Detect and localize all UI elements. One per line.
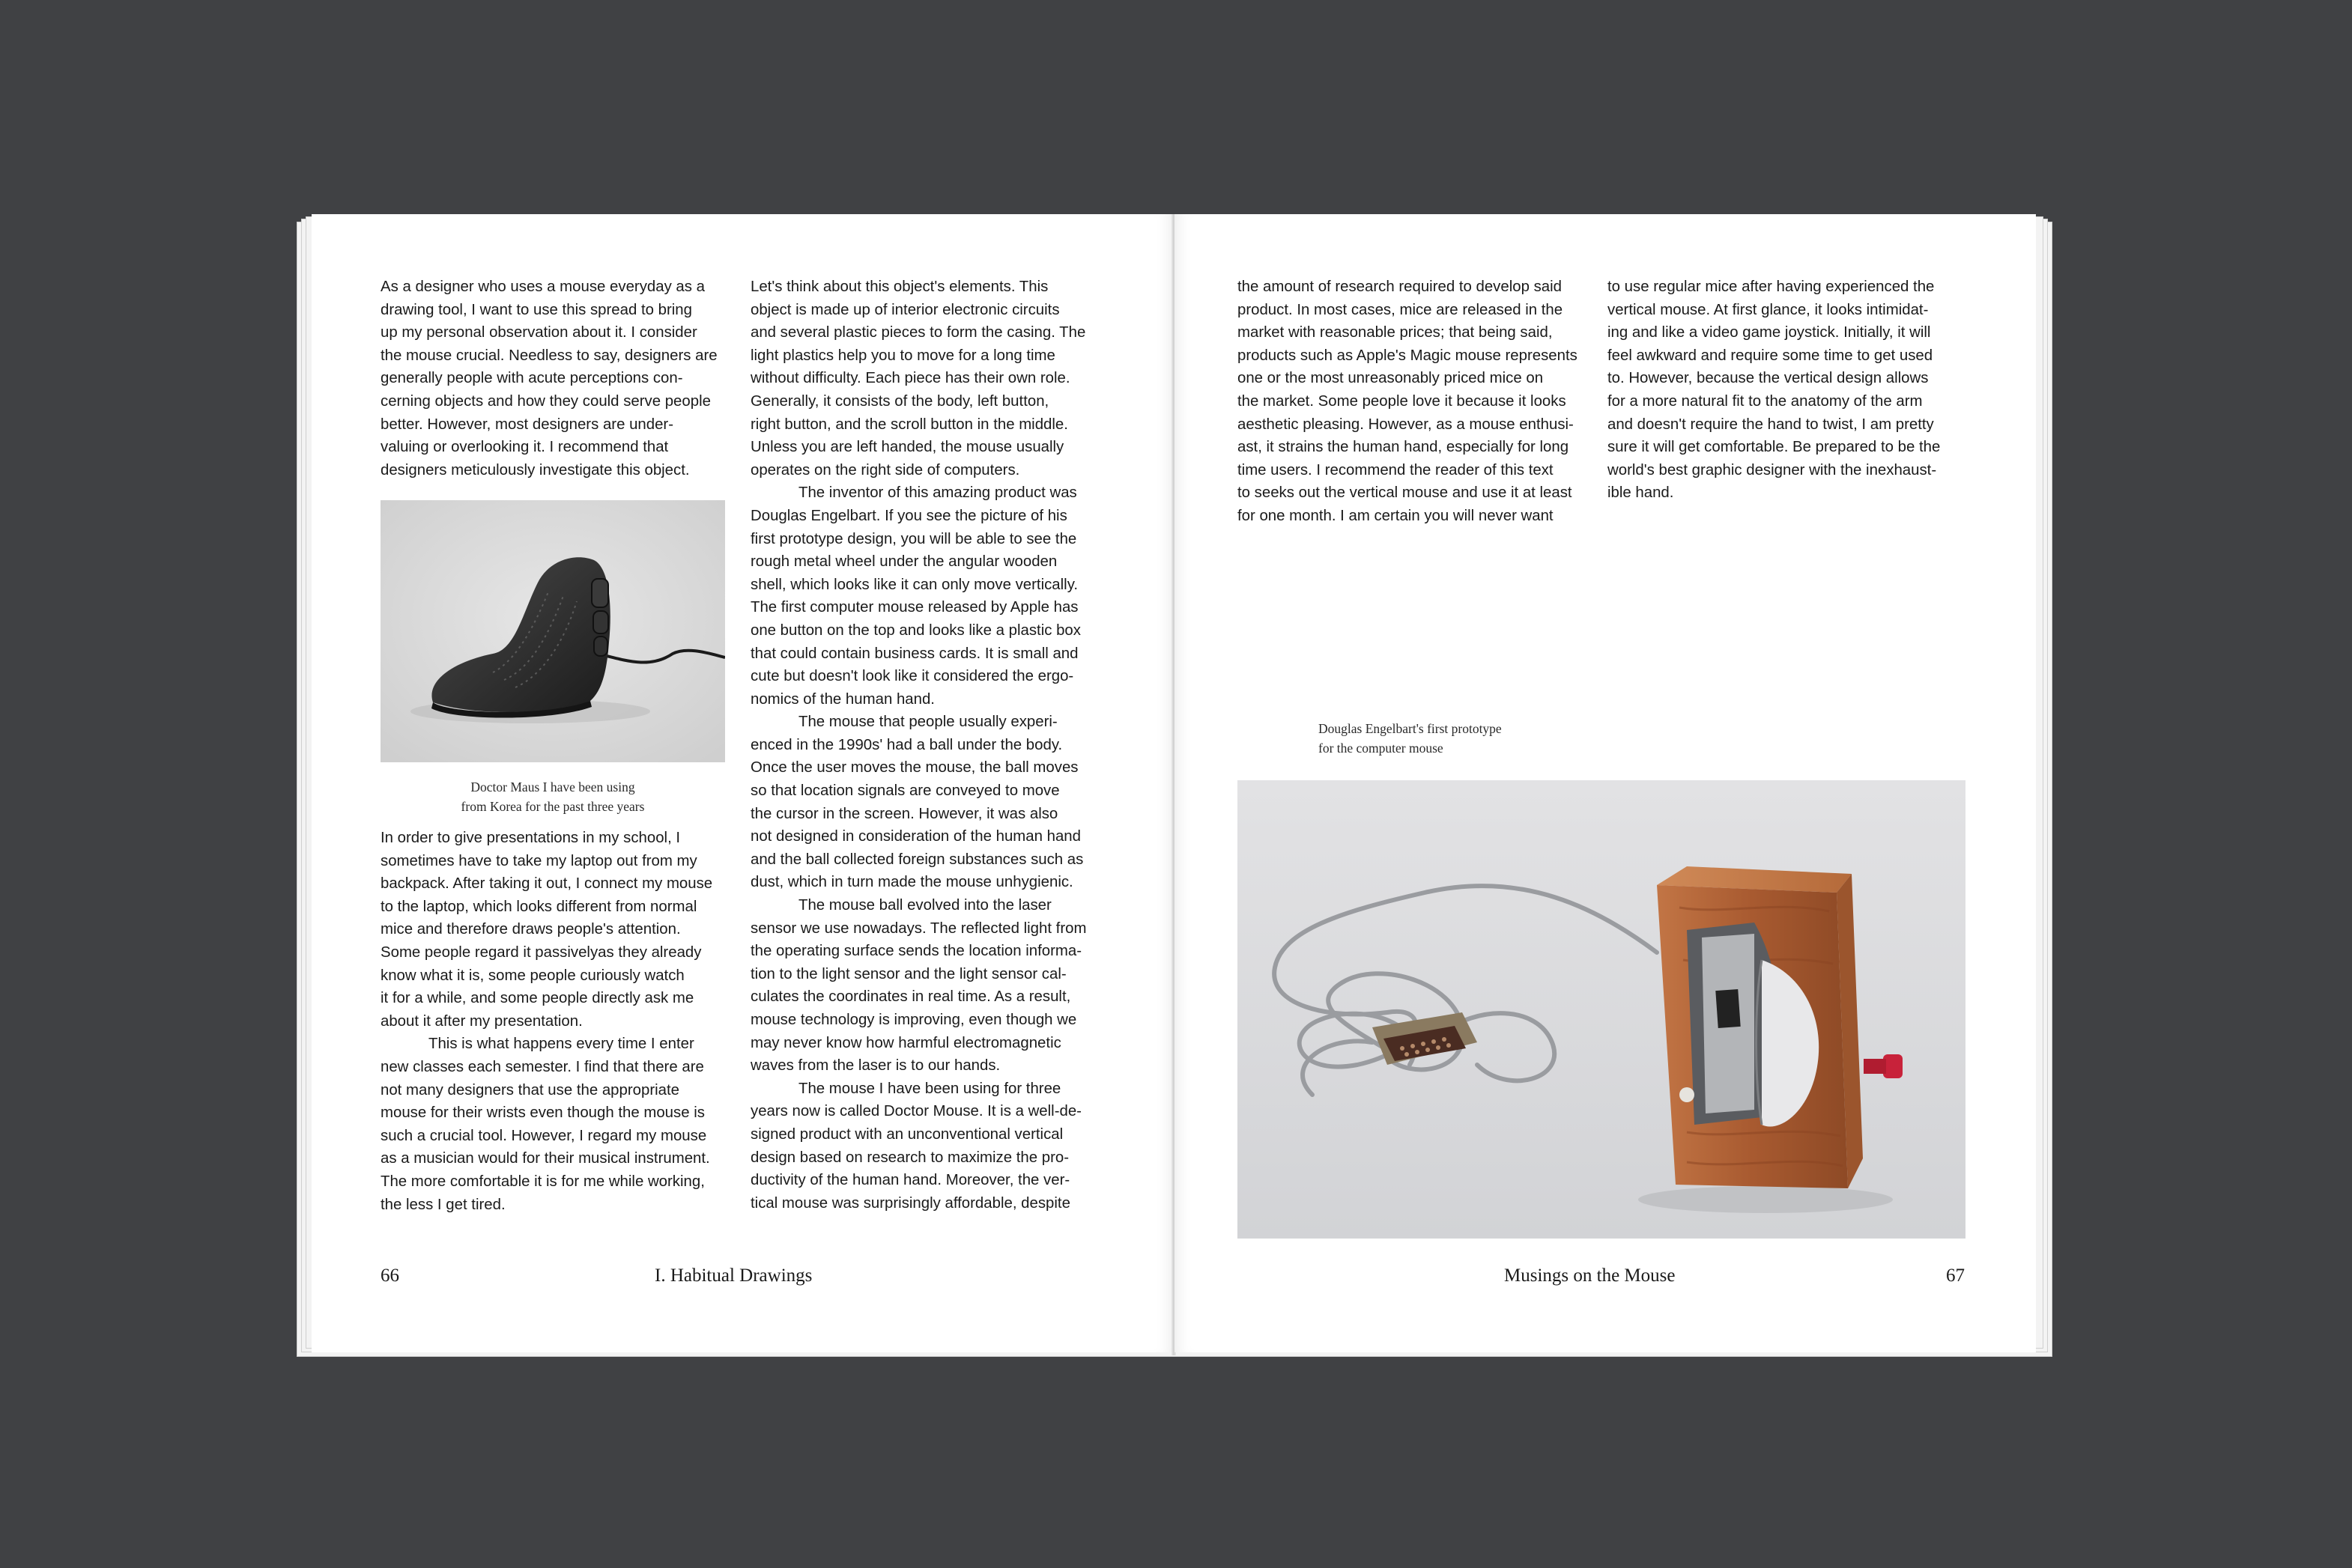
text-line: may never know how harmful electromagnetic [751, 1034, 1061, 1051]
text-line: that could contain business cards. It is small and [751, 645, 1079, 662]
text-line: sensor we use nowadays. The reflected light from [751, 920, 1087, 937]
doctor-maus-photo [381, 500, 725, 762]
text-line: The mouse I have been using for three [798, 1080, 1061, 1097]
text-line: Douglas Engelbart. If you see the picture of his [751, 507, 1067, 524]
text-line: The first computer mouse released by Apple has [751, 599, 1079, 616]
text-line: about it after my presentation. [381, 1012, 583, 1030]
text-line: it for a while, and some people directly ask me [381, 990, 694, 1007]
text-line: mouse for their wrists even though the mouse is [381, 1104, 705, 1122]
text-line: ductivity of the human hand. Moreover, the ver- [751, 1172, 1070, 1189]
body-paragraph-1 [381, 827, 737, 1033]
text-line: This is what happens every time I enter [428, 1036, 694, 1053]
text-line: for one month. I am certain you will never want [1237, 507, 1554, 524]
text-line: know what it is, some people curiously watch [381, 967, 685, 984]
text-line: Unless you are left handed, the mouse usually [751, 439, 1064, 456]
text-line: Some people regard it passivelyas they already [381, 943, 702, 961]
left-page [312, 214, 1174, 1352]
text-line: and several plastic pieces to form the casing. The [751, 324, 1086, 341]
text-line: feel awkward and require some time to get used [1607, 347, 1933, 364]
open-book [297, 214, 2054, 1357]
text-line: the amount of research required to develop said [1237, 279, 1563, 295]
text-line: and doesn't require the hand to twist, I am pretty [1607, 416, 1934, 433]
text-line: right button, and the scroll button in the middle. [751, 416, 1068, 433]
text-line: shell, which looks like it can only move vertically. [751, 576, 1079, 593]
text-line: time users. I recommend the reader of this text [1237, 461, 1554, 478]
text-line: mice and therefore draws people's attention. [381, 921, 681, 938]
text-line: to seeks out the vertical mouse and use it at least [1237, 484, 1572, 502]
intro-paragraph [381, 276, 737, 481]
doctor-maus-caption [381, 777, 725, 816]
text-line: dust, which in turn made the mouse unhygienic. [751, 874, 1073, 891]
text-line: tion to the light sensor and the light sensor cal- [751, 965, 1067, 982]
text-line: object is made up of interior electronic circuits [751, 301, 1060, 318]
text-line: cute but doesn't look like it considered the ergo- [751, 668, 1074, 685]
text-line: aesthetic pleasing. However, as a mouse enthusi- [1237, 416, 1574, 433]
text-line: one or the most unreasonably priced mice on [1237, 370, 1544, 387]
doctor-mouse-paragraph [751, 1078, 1107, 1215]
text-line: the operating surface sends the location informa- [751, 943, 1082, 960]
text-line: enced in the 1990s' had a ball under the body. [751, 736, 1063, 753]
text-line: better. However, most designers are under- [381, 416, 674, 433]
text-line: so that location signals are conveyed to move [751, 783, 1060, 800]
text-line: Doctor Maus I have been using [470, 780, 635, 794]
text-line: one button on the top and looks like a plastic box [751, 622, 1081, 639]
text-line: and the ball collected foreign substances such as [751, 851, 1084, 868]
left-column-1-body [381, 827, 737, 1216]
text-line: waves from the laser is to our hands. [751, 1057, 1001, 1075]
left-column-2 [751, 276, 1107, 1215]
left-running-head: I. Habitual Drawings [655, 1265, 813, 1286]
text-line: As a designer who uses a mouse everyday as a [381, 279, 705, 295]
text-line: Let's think about this object's elements. This [751, 279, 1049, 295]
text-line: ast, it strains the human hand, especially for long [1237, 439, 1569, 456]
text-line: nomics of the human hand. [751, 690, 935, 708]
text-line: from Korea for the past three years [461, 799, 645, 814]
text-line: light plastics help you to move for a long time [751, 347, 1055, 364]
right-running-head: Musings on the Mouse [1504, 1265, 1676, 1286]
text-line: up my personal observation about it. I consider [381, 324, 697, 341]
text-line: to the laptop, which looks different from normal [381, 898, 697, 915]
elements-paragraph [751, 276, 1107, 481]
engelbart-prototype-photo [1237, 780, 1965, 1239]
text-line: the mouse crucial. Needless to say, designers are [381, 347, 718, 364]
text-line: valuing or overlooking it. I recommend that [381, 439, 669, 456]
text-line: without difficulty. Each piece has their own role. [751, 370, 1070, 387]
laser-paragraph [751, 894, 1107, 1078]
text-line: new classes each semester. I find that there are [381, 1058, 704, 1075]
continued-paragraph [1237, 276, 1594, 528]
text-line: designers meticulously investigate this object. [381, 461, 690, 478]
text-line: design based on research to maximize the pro- [751, 1149, 1070, 1166]
text-line: Generally, it consists of the body, left button, [751, 392, 1049, 410]
text-line: Once the user moves the mouse, the ball moves [751, 759, 1079, 777]
text-line: mouse technology is improving, even though we [751, 1012, 1077, 1028]
text-line: The mouse ball evolved into the laser [798, 897, 1052, 914]
text-line: not designed in consideration of the human hand [751, 828, 1081, 845]
right-column-1 [1237, 276, 1594, 528]
body-paragraph-2 [381, 1033, 737, 1216]
text-line: rough metal wheel under the angular wooden [751, 553, 1058, 571]
text-line: cerning objects and how they could serve people [381, 392, 711, 410]
text-line: culates the coordinates in real time. As a result, [751, 988, 1071, 1006]
text-line: ible hand. [1607, 484, 1674, 502]
text-line: Douglas Engelbart's first prototype [1318, 721, 1502, 736]
text-line: signed product with an unconventional vertical [751, 1125, 1064, 1143]
engelbart-caption [1318, 719, 1588, 758]
left-column-1 [381, 276, 737, 481]
text-line: sure it will get comfortable. Be prepared to be the [1607, 439, 1941, 456]
text-line: In order to give presentations in my school, I [381, 830, 681, 846]
text-line: the cursor in the screen. However, it was also [751, 805, 1058, 822]
text-line: such a crucial tool. However, I regard my mouse [381, 1127, 707, 1144]
text-line: world's best graphic designer with the inexhaust- [1607, 461, 1937, 478]
text-line: as a musician would for their musical instrument. [381, 1150, 710, 1167]
text-line: years now is called Doctor Mouse. It is a well-de- [751, 1103, 1082, 1120]
right-page [1175, 214, 2036, 1352]
inventor-paragraph [751, 481, 1107, 711]
ball-mouse-paragraph [751, 711, 1107, 894]
text-line: not many designers that use the appropriate [381, 1081, 680, 1098]
text-line: sometimes have to take my laptop out from my [381, 852, 697, 869]
left-page-number: 66 [381, 1265, 399, 1286]
text-line: for a more natural fit to the anatomy of the arm [1607, 392, 1923, 410]
text-line: operates on the right side of computers. [751, 461, 1020, 478]
text-line: product. In most cases, mice are released in the [1237, 301, 1563, 318]
text-line: for the computer mouse [1318, 741, 1443, 756]
text-line: first prototype design, you will be able to see the [751, 530, 1077, 547]
text-line: vertical mouse. At first glance, it looks intimidat- [1607, 301, 1929, 318]
text-line: ing and like a video game joystick. Initially, it will [1607, 324, 1931, 341]
right-column-2 [1607, 276, 1964, 505]
text-line: to use regular mice after having experienced the [1607, 279, 1935, 295]
text-line: generally people with acute perceptions con- [381, 370, 683, 387]
text-line: products such as Apple's Magic mouse represents [1237, 347, 1577, 364]
closing-paragraph [1607, 276, 1964, 505]
text-line: backpack. After taking it out, I connect my mouse [381, 875, 713, 893]
right-page-number: 67 [1946, 1265, 1965, 1286]
text-line: market with reasonable prices; that being said, [1237, 324, 1553, 341]
text-line: drawing tool, I want to use this spread to bring [381, 301, 692, 318]
text-line: to. However, because the vertical design allows [1607, 370, 1929, 387]
text-line: The more comfortable it is for me while working, [381, 1173, 705, 1190]
text-line: the market. Some people love it because it looks [1237, 392, 1566, 410]
text-line: The mouse that people usually experi- [798, 714, 1058, 731]
text-line: tical mouse was surprisingly affordable, despite [751, 1194, 1070, 1212]
text-line: The inventor of this amazing product was [798, 484, 1077, 502]
text-line: the less I get tired. [381, 1196, 506, 1213]
